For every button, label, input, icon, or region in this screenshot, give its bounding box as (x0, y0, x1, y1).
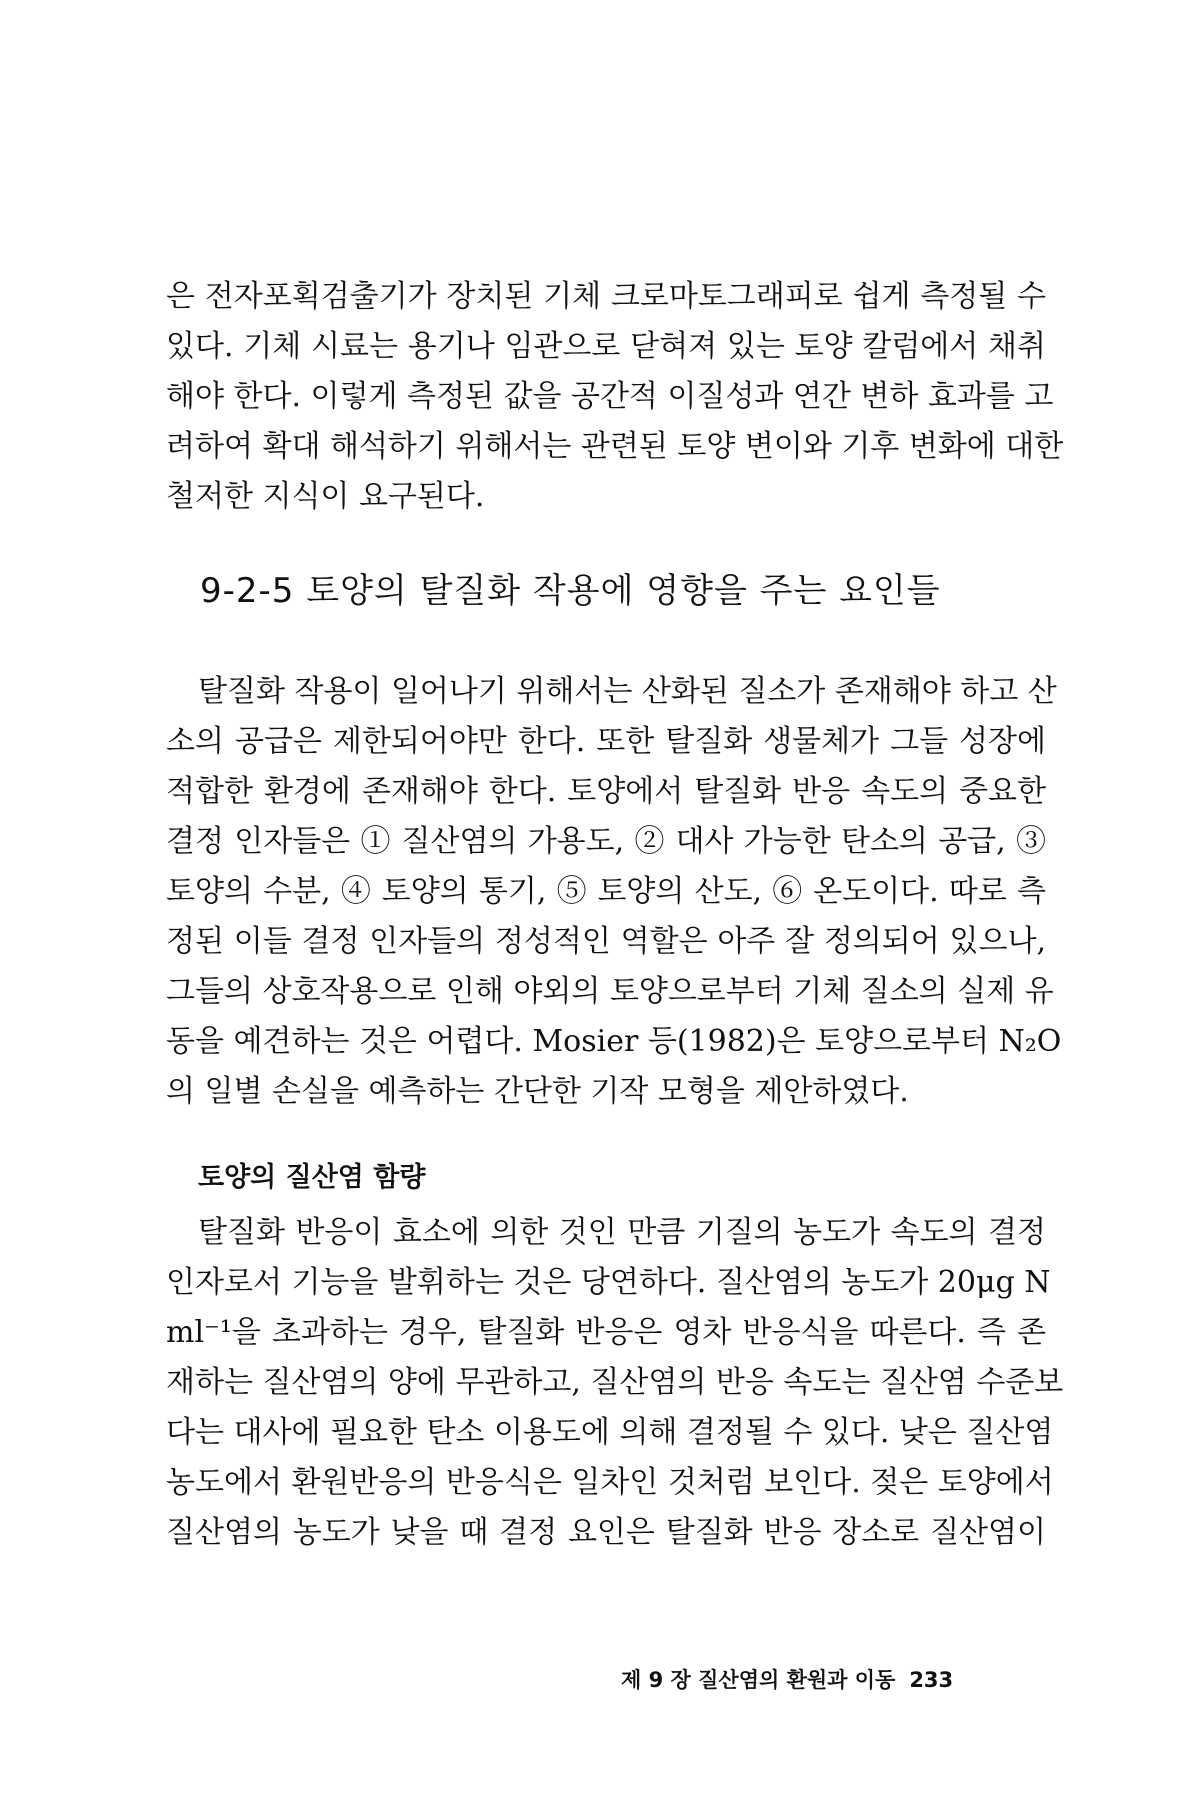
page-number: 233 (909, 1668, 954, 1692)
paragraph-3 (166, 1208, 1064, 1558)
text-line: 동을 예견하는 것은 어렵다. Mosier 등(1982)은 토양으로부터 N₂O (166, 1024, 1062, 1059)
text-line: 그들의 상호작용으로 인해 야외의 토양으로부터 기체 질소의 실제 유 (166, 974, 1054, 1009)
running-chapter-title: 제 9 장 질산염의 환원과 이동 (621, 1668, 896, 1692)
text-line: 의 일별 손실을 예측하는 간단한 기작 모형을 제안하였다. (166, 1074, 909, 1109)
text-line: 탈질화 반응이 효소에 의한 것인 만큼 기질의 농도가 속도의 결정 (198, 1215, 1046, 1250)
text-line: 해야 한다. 이렇게 측정된 값을 공간적 이질성과 연간 변하 효과를 고 (166, 379, 1054, 414)
text-line: 철저한 지식이 요구된다. (166, 479, 485, 514)
text-line: 려하여 확대 해석하기 위해서는 관련된 토양 변이와 기후 변화에 대한 (166, 429, 1064, 464)
text-line: 결정 인자들은 ① 질산염의 가용도, ② 대사 가능한 탄소의 공급, ③ (166, 824, 1046, 859)
paragraph-2 (166, 667, 1062, 1117)
text-line: 질산염의 농도가 낮을 때 결정 요인은 탈질화 반응 장소로 질산염이 (166, 1515, 1046, 1550)
sub-heading: 토양의 질산염 함량 (198, 1162, 426, 1193)
page-footer (621, 1665, 953, 1695)
text-line: 있다. 기체 시료는 용기나 임관으로 닫혀져 있는 토양 칼럼에서 채취 (166, 329, 1046, 364)
text-line: 은 전자포획검출기가 장치된 기체 크로마토그래피로 쉽게 측정될 수 (166, 279, 1046, 314)
text-line: 인자로서 기능을 발휘하는 것은 당연하다. 질산염의 농도가 20μg N (166, 1265, 1051, 1300)
text-line: 탈질화 작용이 일어나기 위해서는 산화된 질소가 존재해야 하고 산 (198, 674, 1057, 709)
text-line: 재하는 질산염의 양에 무관하고, 질산염의 반응 속도는 질산염 수준보 (166, 1365, 1064, 1400)
text-line: 소의 공급은 제한되어야만 한다. 또한 탈질화 생물체가 그들 성장에 (166, 724, 1046, 759)
text-line: 농도에서 환원반응의 반응식은 일차인 것처럼 보인다. 젖은 토양에서 (166, 1465, 1054, 1500)
text-line: 토양의 수분, ④ 토양의 통기, ⑤ 토양의 산도, ⑥ 온도이다. 따로 측 (166, 874, 1046, 909)
section-heading: 9-2-5 토양의 탈질화 작용에 영향을 주는 요인들 (200, 571, 941, 611)
text-line: 다는 대사에 필요한 탄소 이용도에 의해 결정될 수 있다. 낮은 질산염 (166, 1415, 1054, 1450)
text-line: ml⁻¹을 초과하는 경우, 탈질화 반응은 영차 반응식을 따른다. 즉 존 (166, 1315, 1046, 1350)
paragraph-1 (166, 272, 1064, 522)
text-line: 적합한 환경에 존재해야 한다. 토양에서 탈질화 반응 속도의 중요한 (166, 774, 1046, 809)
text-line: 정된 이들 결정 인자들의 정성적인 역할은 아주 잘 정의되어 있으나, (166, 924, 1046, 959)
